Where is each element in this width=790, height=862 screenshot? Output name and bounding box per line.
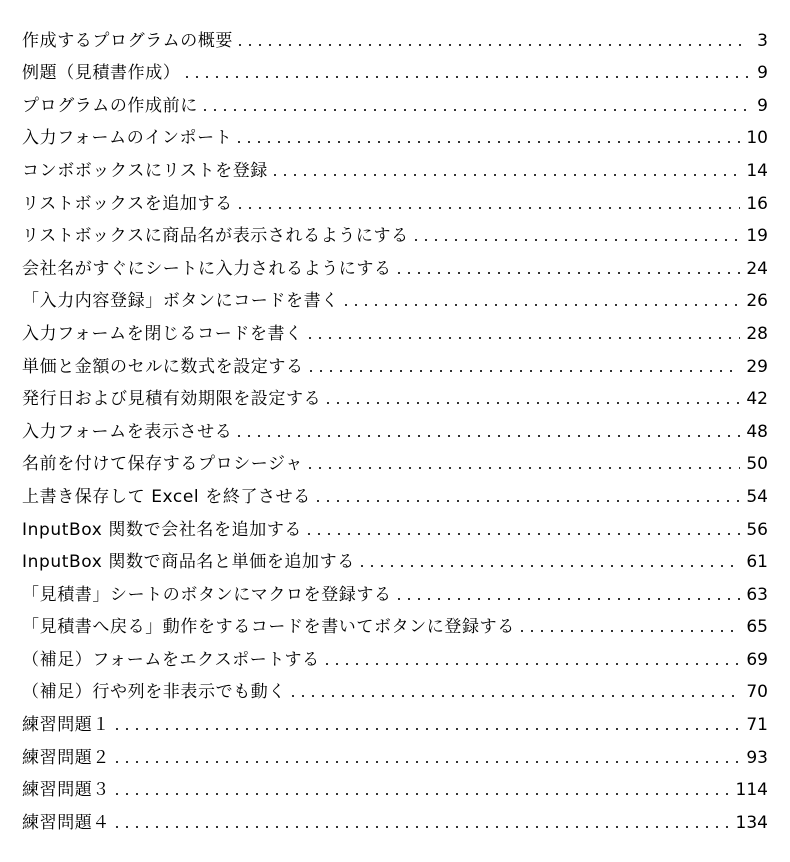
toc-entry-issue-date[interactable]: [22, 378, 768, 411]
dot-leader: [322, 663, 741, 665]
toc-entry-title: InputBox 関数で商品名と単価を追加する: [22, 552, 355, 573]
toc-entry-register-button-code[interactable]: [22, 280, 768, 313]
toc-entry-hidden-rows[interactable]: [22, 671, 768, 704]
toc-entry-company-name-input[interactable]: [22, 247, 768, 280]
toc-entry-listbox-product-names[interactable]: [22, 215, 768, 248]
toc-entry-back-to-quote[interactable]: [22, 606, 768, 639]
dot-leader: [313, 500, 741, 502]
dot-leader: [304, 533, 740, 535]
toc-entry-title: 入力フォームを表示させる: [22, 421, 233, 442]
toc-entry-example[interactable]: [22, 52, 768, 85]
toc-entry-page: 134: [735, 812, 768, 833]
toc-entry-price-formulas[interactable]: [22, 345, 768, 378]
toc-entry-title: 練習問題４: [22, 812, 110, 833]
toc-entry-title: 上書き保存して Excel を終了させる: [22, 486, 311, 507]
dot-leader: [112, 826, 730, 828]
toc-entry-exercise-2[interactable]: [22, 736, 768, 769]
toc-entry-page: 9: [757, 95, 768, 116]
toc-entry-page: 16: [746, 193, 768, 214]
dot-leader: [270, 174, 740, 176]
toc-entry-title: コンボボックスにリストを登録: [22, 160, 268, 181]
toc-entry-page: 65: [746, 617, 768, 638]
toc-entry-page: 24: [746, 258, 768, 279]
dot-leader: [341, 304, 741, 306]
toc-entry-combobox-list[interactable]: [22, 149, 768, 182]
dot-leader: [112, 761, 740, 763]
toc-entry-title: 例題（見積書作成）: [22, 63, 181, 84]
toc-entry-title: 発行日および見積有効期限を設定する: [22, 389, 322, 410]
toc-entry-page: 63: [746, 584, 768, 605]
toc-entry-save-as-procedure[interactable]: [22, 443, 768, 476]
dot-leader: [235, 44, 748, 46]
dot-leader: [235, 207, 741, 209]
toc-entry-page: 14: [746, 160, 768, 181]
dot-leader: [112, 728, 740, 730]
toc-entry-form-import[interactable]: [22, 117, 768, 150]
toc-entry-overview[interactable]: [22, 19, 768, 52]
dot-leader: [357, 565, 741, 567]
toc-entry-page: 93: [746, 747, 768, 768]
dot-leader: [517, 630, 741, 632]
toc-entry-page: 29: [746, 356, 768, 377]
toc-entry-export-form[interactable]: [22, 638, 768, 671]
dot-leader: [112, 793, 730, 795]
toc-entry-title: 入力フォームのインポート: [22, 128, 233, 149]
toc-entry-page: 70: [746, 682, 768, 703]
toc-entry-page: 42: [746, 389, 768, 410]
toc-entry-title: 会社名がすぐにシートに入力されるようにする: [22, 258, 392, 279]
toc-entry-page: 28: [746, 323, 768, 344]
toc-entry-title: （補足）行や列を非表示でも動く: [22, 682, 286, 703]
toc-entry-page: 50: [746, 454, 768, 475]
toc-entry-title: プログラムの作成前に: [22, 95, 198, 116]
toc-entry-title: （補足）フォームをエクスポートする: [22, 649, 320, 670]
toc-entry-page: 26: [746, 291, 768, 312]
toc-entry-page: 69: [746, 649, 768, 670]
dot-leader: [411, 239, 741, 241]
toc-entry-title: 名前を付けて保存するプロシージャ: [22, 454, 303, 475]
dot-leader: [288, 695, 740, 697]
toc-entry-title: 「入力内容登録」ボタンにコードを書く: [22, 291, 339, 312]
toc-entry-title: リストボックスを追加する: [22, 193, 233, 214]
toc-entry-title: 練習問題１: [22, 715, 110, 736]
toc-entry-exercise-1[interactable]: [22, 703, 768, 736]
toc-entry-page: 114: [735, 780, 768, 801]
toc-entry-title: リストボックスに商品名が表示されるようにする: [22, 226, 409, 247]
toc-entry-title: InputBox 関数で会社名を追加する: [22, 519, 303, 540]
dot-leader: [182, 76, 748, 78]
toc-entry-title: 単価と金額のセルに数式を設定する: [22, 356, 304, 377]
toc-entry-title: 練習問題２: [22, 747, 110, 768]
toc-entry-page: 71: [746, 715, 768, 736]
toc-entry-assign-macro[interactable]: [22, 573, 768, 606]
toc-entry-page: 54: [746, 486, 768, 507]
toc-entry-page: 61: [746, 552, 768, 573]
toc-entry-title: 「見積書」シートのボタンにマクロを登録する: [22, 584, 392, 605]
dot-leader: [305, 467, 740, 469]
toc-entry-add-listbox[interactable]: [22, 182, 768, 215]
toc-entry-save-and-quit[interactable]: [22, 475, 768, 508]
toc-entry-title: 入力フォームを閉じるコードを書く: [22, 323, 303, 344]
dot-leader: [306, 370, 741, 372]
dot-leader: [394, 272, 741, 274]
toc-entry-page: 10: [746, 128, 768, 149]
toc-entry-page: 3: [757, 30, 768, 51]
table-of-contents: [22, 19, 768, 834]
toc-entry-title: 「見積書へ戻る」動作をするコードを書いてボタンに登録する: [22, 617, 515, 638]
toc-entry-page: 48: [746, 421, 768, 442]
toc-entry-before-programming[interactable]: [22, 84, 768, 117]
dot-leader: [234, 435, 740, 437]
toc-entry-page: 19: [746, 226, 768, 247]
toc-entry-page: 9: [757, 63, 768, 84]
toc-entry-exercise-3[interactable]: [22, 769, 768, 802]
dot-leader: [394, 598, 741, 600]
toc-entry-page: 56: [746, 519, 768, 540]
toc-entry-inputbox-company[interactable]: [22, 508, 768, 541]
toc-entry-title: 作成するプログラムの概要: [22, 30, 234, 51]
toc-entry-show-form[interactable]: [22, 410, 768, 443]
dot-leader: [323, 402, 740, 404]
dot-leader: [200, 109, 748, 111]
toc-entry-inputbox-product[interactable]: [22, 541, 768, 574]
toc-entry-exercise-4[interactable]: [22, 801, 768, 834]
dot-leader: [234, 141, 740, 143]
toc-entry-title: 練習問題３: [22, 780, 110, 801]
toc-entry-close-form-code[interactable]: [22, 312, 768, 345]
dot-leader: [305, 337, 741, 339]
